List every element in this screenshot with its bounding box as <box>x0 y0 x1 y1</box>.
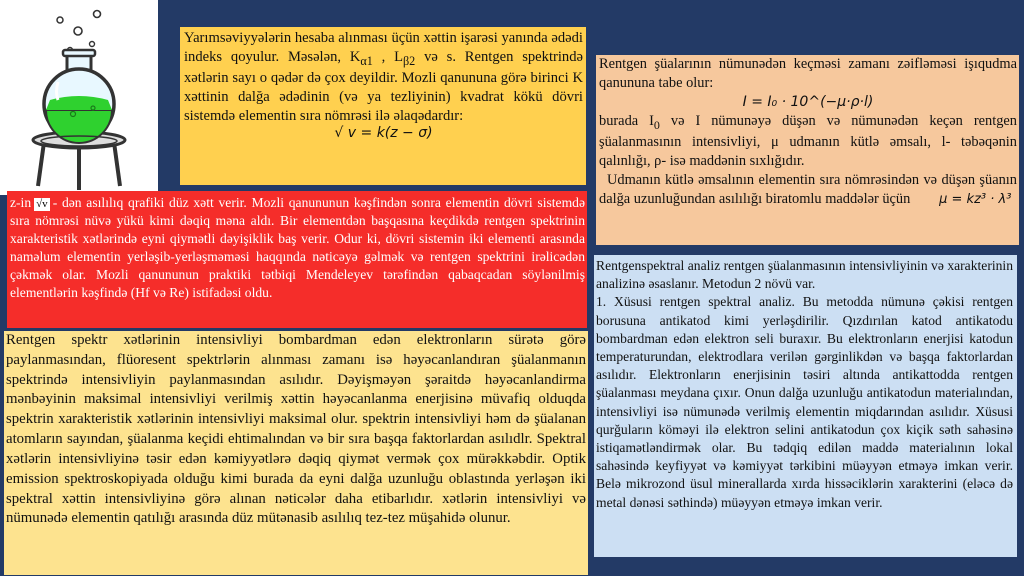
subscript: β2 <box>403 53 416 68</box>
paragraph: Rentgen şüalarının nümunədən keçməsi zamanı zəifləməsi işıqudma qanununa tabe olur: <box>599 56 1017 92</box>
moseley-formula: √ v = k(z − σ) <box>334 125 433 142</box>
flask-icon <box>0 0 158 195</box>
subscript: 0 <box>653 117 660 132</box>
text-part: Udmanın kütlə əmsalının elementin sıra nömrəsindən və düşən şüanın dalğa uzunluğundan asılılığı biratomlu maddələr üçün <box>599 172 1017 208</box>
absorption-law-text-box <box>596 55 1019 245</box>
subscript: α1 <box>360 53 373 68</box>
mass-absorption-formula: μ = kz³ · λ³ <box>939 192 1012 208</box>
text-part: burada I <box>599 112 654 129</box>
absorption-formula: I = I₀ · 10^(−μ·ρ·l) <box>742 94 874 111</box>
xray-spectral-analysis-text-box <box>594 255 1017 557</box>
text-part: - dən asılılıq qrafiki düz xətt verir. Mozli qanununun kəşfindən sonra elementin dövri sistemdə sıra nömrəsi nüvə yükü kimi dəqiq məna aldı. Bir elementdən başqasına keçdikdə rentgen spektrinin xarakteristik xətlərində eyni qiymətli dəyişiklik baş verir. Odur ki, dövri sistemin iki elementi arasında naməlum elementin yerləşib-yerləşməməsi haqqında nəticəyə gəlmək və rentgen spektrini irəlicədən çəkmək olar. Mozli qanununun praktiki tətbiqi Mendeleyev tərəfindən qabaqcadan söylənilmiş elementlərin kəşfində (Hf və Re) istifadəsi oldu. <box>10 195 585 300</box>
paragraph: Rentgenspektral analiz rentgen şüalanmasının intensivliyinin və xarakterinin analizinə əsaslanır. Metodun 2 növü var. <box>596 258 1013 292</box>
sqrt-icon: √v <box>36 198 48 210</box>
text-part: Yarımsəviyyələrin hesaba alınması üçün xəttin işarəsi yanında ədədi indeks qoyulur. Məsələn, K <box>184 30 583 65</box>
text-part: və I nümunəyə düşən və nümunədən keçən rentgen şüalanmasının intensivliyi, μ udmanın kütlə əmsalı, l- təbəqənin qalınlığı, ρ- isə maddənin sıxlığıdır. <box>599 112 1017 170</box>
moseley-law-text-box <box>180 27 586 185</box>
text-part: z-in <box>10 195 32 210</box>
text-part: , L <box>372 48 403 65</box>
paragraph: 1. Xüsusi rentgen spektral analiz. Bu metodda nümunə çəkisi rentgen borusuna antikatod kimi yerləşdirilir. Qızdırılan katod antikatodu bombardman edən elektron seli buraxır. Bu elektronların enerjisi katodun temperaturundan, elektrodlara verilən gərginlikdən və başqa faktorlardan asılıdır. Elektronların enerjisinin təsiri altında antikattodda rentgen şüalanması meydana çıxır. Onun dalğa uzunluğu antikatodun materialından, intensivliyi isə nümunədə verilmiş elementin miqdarından asılıdır. Xüsusi qurğuların köməyi ilə elektron selini antikatodun çox kiçik səth sahəsinə istiqamətləndirmək olar. Bu tədqiq edilən maddə materialının lokal sahəsində keyfiyyət və kəmiyyət tərkibini müəyyən etməyə imkan verir. Belə mikrozond üsul minerallarda xırda hissəciklərin xarakterini (eləcə də metal dənəsi səthində) müəyyən etməyə imkan verir. <box>596 294 1013 510</box>
line-intensity-text-box <box>4 331 588 575</box>
moseley-consequence-text-box <box>7 191 587 328</box>
flask-illustration <box>0 0 158 195</box>
paragraph: Rentgen spektr xətlərinin intensivliyi bombardman edən elektronların sürətə görə paylanmasından, flüoresent spektrlərin alınması zamanı isə həyəcanlandıran şüalanmanın spektrində intensivliyin paylanmasından asılıdır. Dəyişməyən şəraitdə həyəcanlandirma mənbəyinin maksimal intensivliyi verilmiş xəttin həyəcanlanma enerjisinə müvafiq olduqda spektrin xarakteristik xətlərinin intensivliyi maksimal olur. spektrin intensivliyi həm də şüalanan atomların sayından, şüalanma keçidi ehtimalından və bir sıra başqa faktorlardan asılıdlr. Spektral xətlərin intensivliyinə təsir edən kəmiyyətlərə dəqiq qiymət vermək çox mürəkkəbdir. Optik emission spektroskopiyada olduğu kimi burada da eyni dalğa uzunluğu oblastında yerləşən iki spektral xəttin intensivliyinə görə alınan nəticələr daha etibarlıdır. xətlərin intensivliyi və nümunədə elementin qatılığı arasında düz mütənasib asılılıq tez-tez müşahidə olunur. <box>6 332 586 527</box>
text-part: və s. Rentgen spektrində xətlərin sayı o qədər də çox deyildir. Mozli qanununa görə birinci K xəttinin dalğa ədədinin (və ya tezliyinin) kvadrat kökü dövri sistemdə elementin sıra nömrəsi ilə əlaqədardır: <box>184 48 583 124</box>
